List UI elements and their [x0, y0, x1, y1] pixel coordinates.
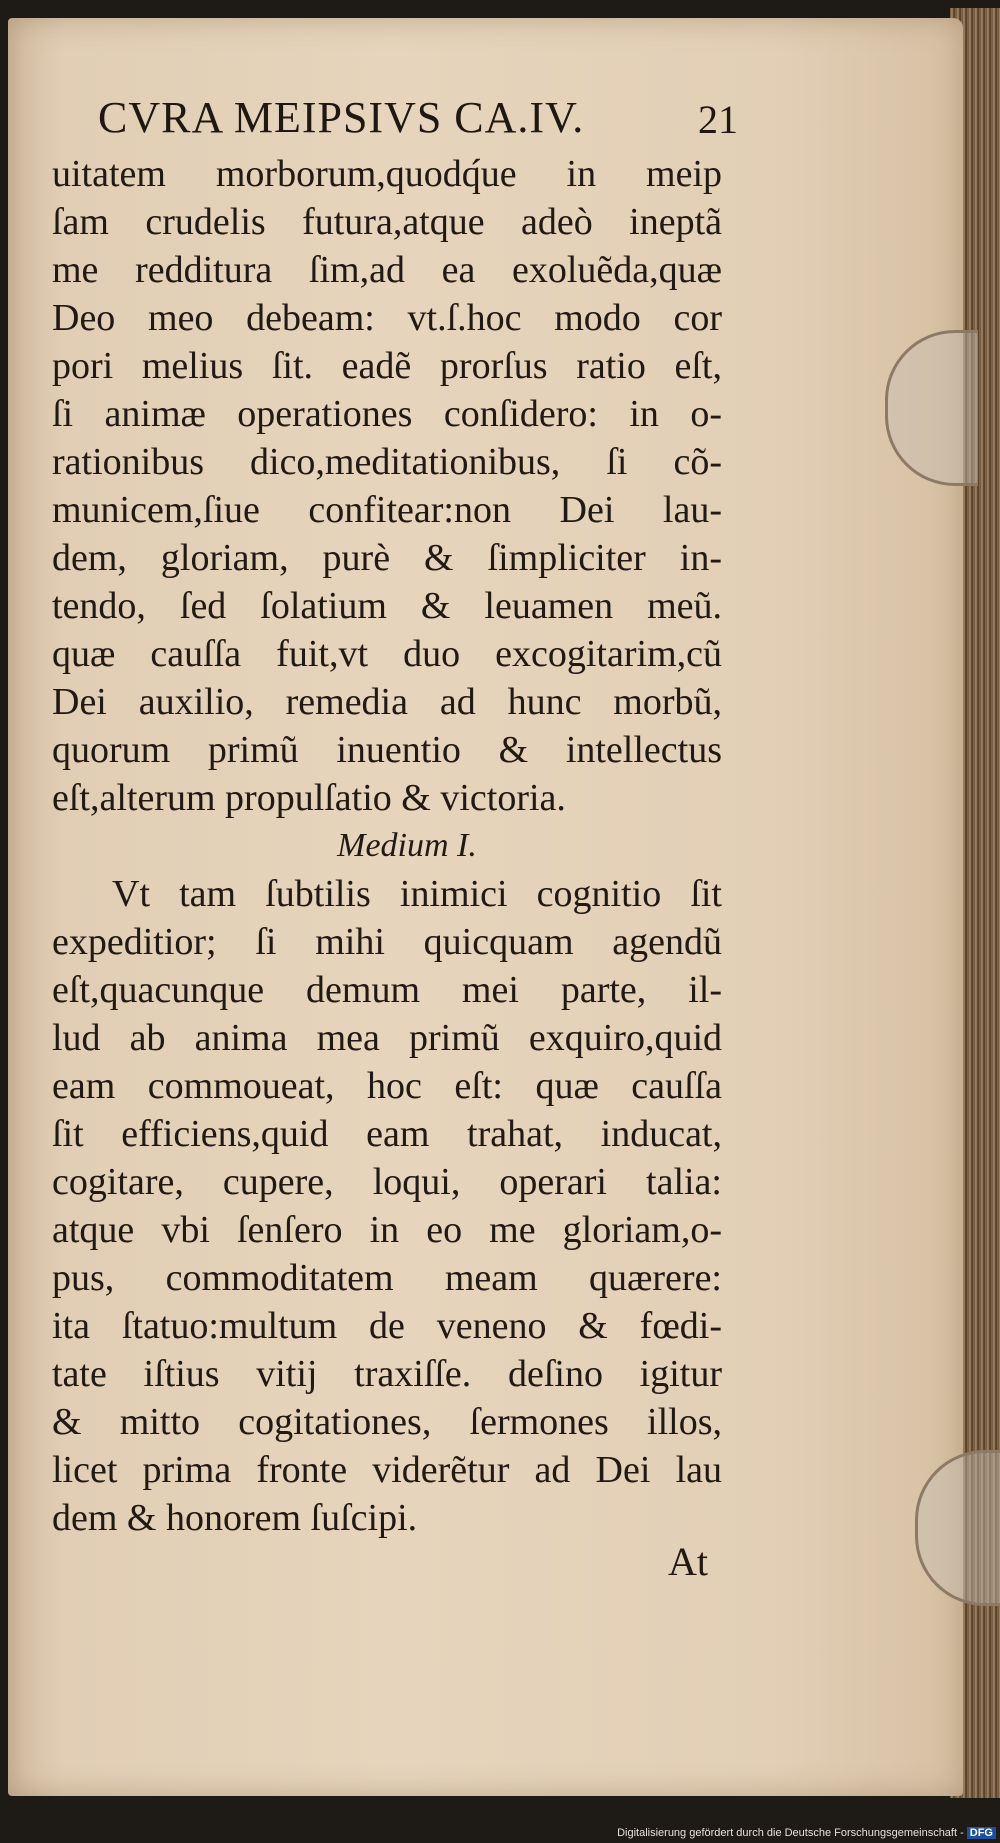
text-line: & mitto cogitationes, ſermones illos,: [52, 1401, 722, 1443]
text-line: lud ab anima mea primũ exquiro,quid: [52, 1017, 722, 1059]
page-number: 21: [698, 97, 738, 142]
text-line: atque vbi ſenſero in eo me gloriam,o-: [52, 1209, 722, 1251]
text-line: eſt,quacunque demum mei parte, il-: [52, 969, 722, 1011]
text-line: ſit efficiens,quid eam trahat, inducat,: [52, 1113, 722, 1155]
text-line: tate iſtius vitij traxiſſe. deſino igitur: [52, 1353, 722, 1395]
text-line: ſi animæ operationes conſidero: in o-: [52, 393, 722, 435]
digitization-credit: [617, 1827, 996, 1839]
catchword: At: [668, 1539, 708, 1584]
credit-text: Digitalisierung gefördert durch die Deutsche Forschungsgemeinschaft -: [617, 1827, 964, 1839]
text-line: rationibus dico,meditationibus, ſi cõ-: [52, 441, 722, 483]
dfg-logo: DFG: [967, 1827, 996, 1839]
text-block: [52, 150, 722, 1542]
text-line: eam commoueat, hoc eſt: quæ cauſſa: [52, 1065, 722, 1107]
text-line: dem & honorem ſuſcipi.: [52, 1497, 418, 1539]
section-heading: Medium I.: [337, 827, 477, 864]
text-line: Deo meo debeam: vt.ſ.hoc modo cor: [52, 297, 722, 339]
text-line: quæ cauſſa fuit,vt duo excogitarim,cũ: [52, 633, 722, 675]
text-line: Vt tam ſubtilis inimici cognitio ſit: [112, 873, 722, 915]
text-line: pus, commoditatem meam quærere:: [52, 1257, 722, 1299]
text-line: tendo, ſed ſolatium & leuamen meũ.: [52, 585, 722, 627]
text-line: ita ſtatuo:multum de veneno & fœdi-: [52, 1305, 722, 1347]
text-line: expeditior; ſi mihi quicquam agendũ: [52, 921, 722, 963]
text-line: municem,ſiue confitear:non Dei lau-: [52, 489, 722, 531]
text-line: cogitare, cupere, loqui, operari talia:: [52, 1161, 722, 1203]
text-line: dem, gloriam, purè & ſimpliciter in-: [52, 537, 722, 579]
page-header: [98, 92, 738, 150]
text-line: quorum primũ inuentio & intellectus: [52, 729, 722, 771]
text-line: me redditura ſim,ad ea exoluẽda,quæ: [52, 249, 722, 291]
text-line: pori melius ſit. eadẽ prorſus ratio eſt,: [52, 345, 722, 387]
text-line: eſt,alterum propulſatio & victoria.: [52, 777, 566, 819]
text-line: licet prima fronte viderẽtur ad Dei lau: [52, 1449, 722, 1491]
text-line: uitatem morborum,quodq́ue in meip: [52, 153, 722, 195]
text-line: ſam crudelis futura,atque adeò ineptã: [52, 201, 722, 243]
running-title: CVRA MEIPSIVS CA.IV.: [98, 93, 585, 142]
text-line: Dei auxilio, remedia ad hunc morbũ,: [52, 681, 722, 723]
